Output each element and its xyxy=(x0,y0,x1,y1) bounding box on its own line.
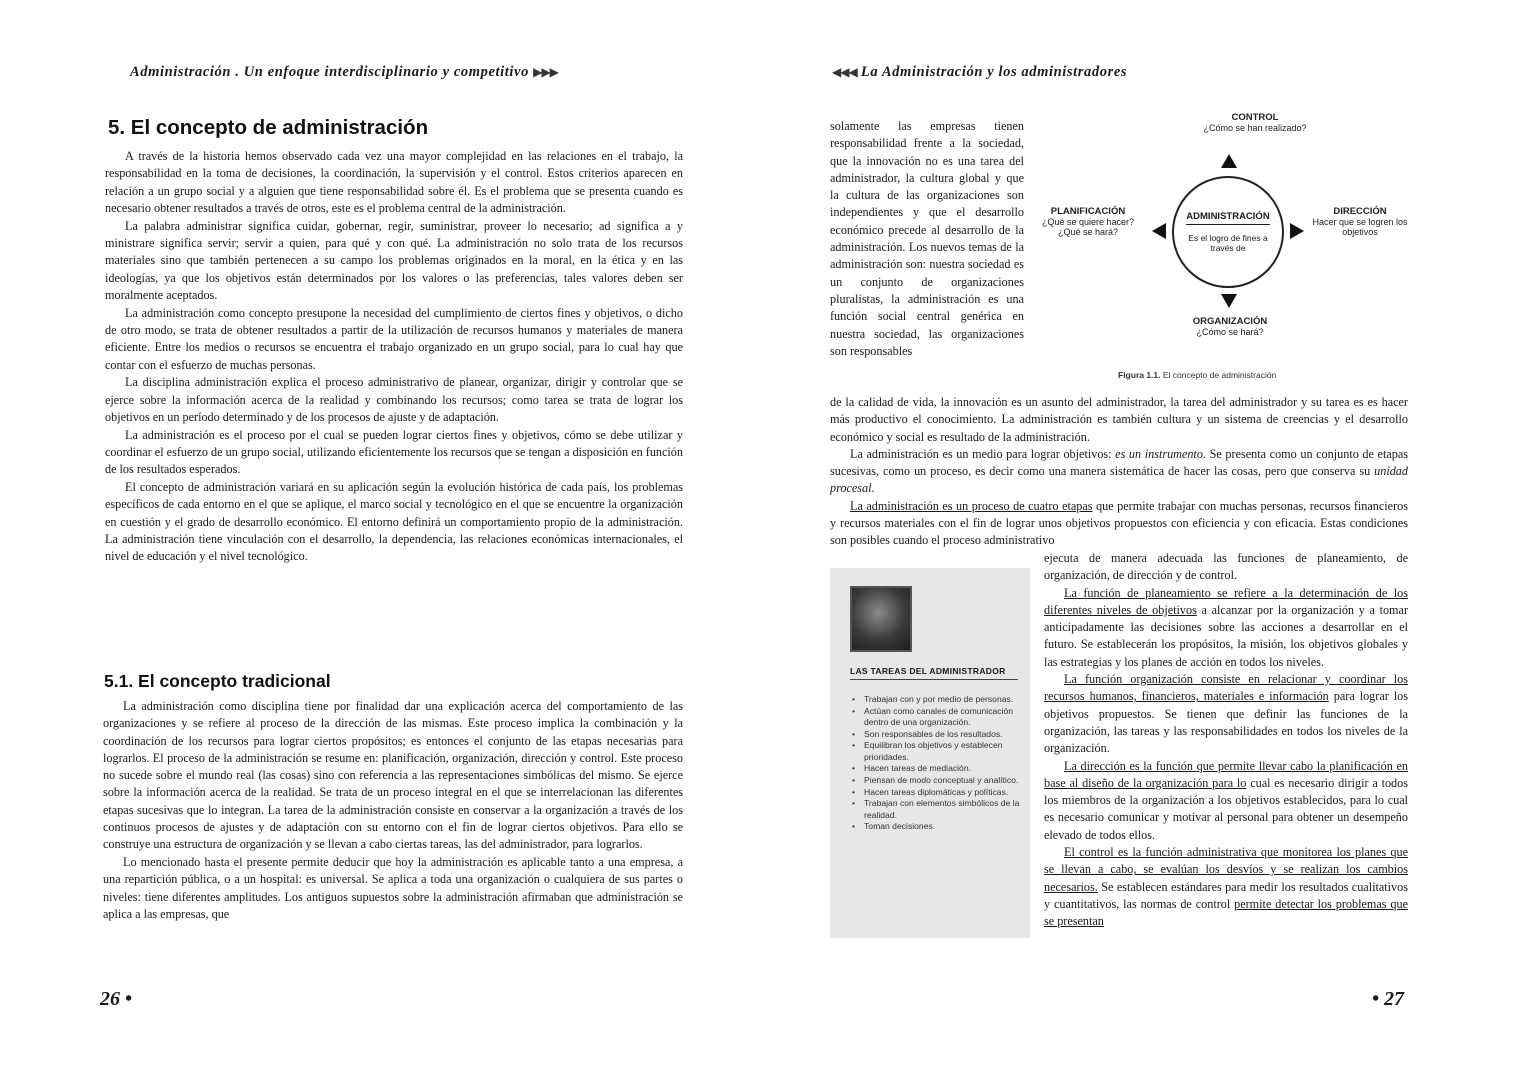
list-item: • Hacen tareas de mediación. xyxy=(850,763,1026,774)
paragraph: La administración como disciplina tiene por finalidad dar una explicación acerca del comportamiento de las organizaciones y se refiere al proceso de la dirección de las mismas. Este proceso implica la combinación y la coordinación de los recursos para lograr ciertos propósitos; es entonces el conjunto de las etapas necesarias para lograrlos. El proceso de la administración se resume en: planificación, organización, dirección y control. Este proceso no sucede sobre el mundo real (las cosas) sino con referencia a las representaciones simbólicas del mismo. Se ejerce sobre la información acerca de la realidad. Se trata de un proceso integral en el que se interrelacionan las diferentes etapas sucesivas que lo integran. La tarea de la administración consiste en conservar a la organización a través de los continuos procesos de ajustes y de adaptación con su entorno con el fin de lograr ciertos objetivos. Para ello se construye una estructura de organización y se llevan a cabo ciertas tareas, las del administrador, para lograrlos. xyxy=(103,699,683,852)
full-width-text xyxy=(830,394,1408,550)
paragraph: Lo mencionado hasta el presente permite deducir que hoy la administración es aplicable tanto a una empresa, a una repartición pública, o a un hospital: es universal. Se aplica a toda una organización o cualquiera de sus partes o niveles: tiene diferentes amplitudes. Los antiguos supuestos sobre la administración afirmaban que administración se aplica a las empresas, que xyxy=(103,855,683,922)
administrator-photo xyxy=(850,586,912,652)
figure-caption-text: El concepto de administración xyxy=(1162,370,1277,380)
text-run-underlined: La administración es un proceso de cuatro etapas xyxy=(850,498,1093,513)
figure-caption-label: Figura 1.1. xyxy=(1118,370,1161,380)
figure-planning-question-2: ¿Qué se hará? xyxy=(1057,227,1119,237)
list-item: • Piensan de modo conceptual y analítico. xyxy=(850,775,1026,786)
paragraph: El concepto de administración variará en su aplicación según la evolución histórica de cada país, los problemas específicos de cada entorno en el que se aplique, el marco social y tecnológico en el que se encuentre la organización en cuestión y el grado de desarrollo económico. El entorno definirá un comportamiento propio de la administración. La administración tiene vinculación con el desarrollo, la dependencia, las relaciones económicas internacionales, el nivel de educación y el nivel tecnológico. xyxy=(105,480,683,564)
list-item: • Equilibran los objetivos y establecen prioridades. xyxy=(850,740,1026,762)
page-number-left-text: 26 xyxy=(100,988,120,1010)
text-run: La administración es un medio para lograr objetivos: xyxy=(850,446,1116,461)
left-arrows-icon: ◀◀◀ xyxy=(832,65,857,79)
text-run: para lograr los objetivos propuestos. Se tienen que definir las funciones de la organización, las tareas y las responsabilidades en todos los niveles de la organización. xyxy=(1044,689,1408,756)
figure-organization-label xyxy=(1170,316,1290,337)
running-head-right-text: La Administración y los administradores xyxy=(860,64,1128,80)
figure-center-circle xyxy=(1172,176,1284,288)
paragraph xyxy=(1044,585,1408,671)
list-item: • Hacen tareas diplomáticas y políticas. xyxy=(850,787,1026,798)
text-run: que permite trabajar con muchas personas, recursos financieros y recursos materiales con el fin de lograr unos objetivos propuestos con eficiencia y con eficacia. Estas condiciones son posibles cuando el proceso administrativo xyxy=(830,498,1408,548)
figure-control-title: CONTROL xyxy=(1231,112,1279,123)
figure-planning-title: PLANIFICACIÓN xyxy=(1050,206,1126,217)
arrow-right-icon xyxy=(1290,223,1304,239)
text-run-underlined: La dirección es la función que permite llevar cabo la planificación en base al diseño de la organización para lo xyxy=(1044,758,1408,790)
text-run: a alcanzar por la organización y a tomar anticipadamente las decisiones sobre las acciones a desarrollar en el futuro. Se establecerán los propósitos, la misión, los objetivos globales y las estrategias y los planes de acción en todos los niveles. xyxy=(1044,602,1409,669)
paragraph: La palabra administrar significa cuidar, gobernar, regir, suministrar, proveer lo necesario; ad significa a y ministrare significa servir; servir a quien, para qué y con qué. La administración no solo trata de los recursos materiales sino que también pertenecen a su campo los problemas originados en la moral, en la ética y en las ideologías, ya que los objetivos están determinados por los valores o las preferencias, tales valores deben ser moralmente aceptados. xyxy=(105,218,683,302)
figure-direction-title: DIRECCIÓN xyxy=(1333,206,1387,217)
figure-control-label xyxy=(1190,112,1320,133)
sidebar-box-title: LAS TAREAS DEL ADMINISTRADOR xyxy=(850,666,1018,680)
text-run-italic: unidad procesal xyxy=(830,464,1408,496)
right-arrows-icon: ▶▶▶ xyxy=(533,65,558,79)
right-page xyxy=(764,0,1528,1080)
figure-planning-question-1: ¿Qué se quiere hacer? xyxy=(1041,217,1135,227)
text-run: cual es necesario dirigir a todos los miembros de la organización a los objetivos establecidos, para lo cual es necesario comunicar y motivar al personal para obtener un desempeño elevado de todos ellos. xyxy=(1044,775,1408,842)
figure-planning-label xyxy=(1032,206,1144,237)
page-number-right-text: 27 xyxy=(1384,988,1405,1010)
text-run: Se establecen estándares para medir los resultados cualitativos y cuantitativos, las normas de control xyxy=(1044,879,1408,911)
figure-organization-title: ORGANIZACIÓN xyxy=(1192,316,1268,327)
section-body xyxy=(105,148,683,566)
paragraph: La administración es el proceso por el cual se pueden lograr ciertos fines y objetivos, cómo se debe utilizar y coordinar el esfuerzo de un grupo social, utilizando eficientemente los recursos que se tengan a disposición en función de los resultados esperados. xyxy=(105,427,683,477)
text-run: . xyxy=(871,481,875,496)
text-run-underlined: permite detectar los problemas que se presentan xyxy=(1044,896,1409,929)
list-item: • Trabajan con y por medio de personas. xyxy=(850,694,1026,705)
paragraph: ejecuta de manera adecuada las funciones de planeamiento, de organización, de dirección y de control. xyxy=(1044,551,1408,583)
paragraph xyxy=(1044,671,1408,757)
figure-organization-question: ¿Cómo se hará? xyxy=(1196,327,1264,337)
running-head-left xyxy=(130,64,558,81)
subsection-body xyxy=(103,698,683,924)
sidebar-box-admin-tasks xyxy=(830,568,1030,938)
list-item: • Actúan como canales de comunicación dentro de una organización. xyxy=(850,706,1026,728)
page-number-left: 26 • xyxy=(100,988,133,1010)
list-item: • Toman decisiones. xyxy=(850,821,1026,832)
page-number-right: • 27 xyxy=(1372,988,1405,1010)
list-item: • Trabajan con elementos simbólicos de la realidad. xyxy=(850,798,1026,820)
paragraph xyxy=(1044,844,1408,930)
figure-direction-label xyxy=(1312,206,1408,237)
side-text-block xyxy=(1044,550,1408,931)
figure-caption xyxy=(1118,370,1276,380)
text-run: . Se presenta como un conjunto de etapas sucesivas, como un proceso, es decir como una manera sistemática de hacer las cosas, pero que conserva su xyxy=(830,446,1408,479)
arrow-up-icon xyxy=(1221,154,1237,168)
paragraph xyxy=(1044,758,1408,844)
paragraph: de la calidad de vida, la innovación es un asunto del administrador, la tarea del administrador y su tarea es es hacer más productivo el conocimiento. La administración es también cultura y un sistema de creencias y el desarrollo económico y social es resultado de la administración. xyxy=(830,395,1408,444)
text-run-underlined: La función organización consiste en relacionar y coordinar los recursos humanos, financieros, materiales e información xyxy=(1044,672,1408,704)
arrow-left-icon xyxy=(1152,223,1166,239)
paragraph xyxy=(830,446,1408,498)
running-head-left-text: Administración . Un enfoque interdisciplinario y competitivo xyxy=(130,64,529,80)
figure-direction-text: Hacer que se logren los objetivos xyxy=(1312,217,1408,237)
list-item: • Son responsables de los resultados. xyxy=(850,729,1026,740)
text-run-italic: es un instrumento xyxy=(1115,446,1203,461)
arrow-down-icon xyxy=(1221,294,1237,308)
figure-center-text: Es el logro de fines a través de xyxy=(1188,233,1268,253)
sidebar-box-list xyxy=(850,694,1026,833)
figure-control-question: ¿Cómo se han realizado? xyxy=(1203,123,1307,133)
subsection-title: 5.1. El concepto tradicional xyxy=(104,671,331,691)
text-run-underlined: La función de planeamiento se refiere a la determinación de los diferentes niveles de objetivos xyxy=(1044,585,1408,617)
paragraph: La disciplina administración explica el proceso administrativo de planear, organizar, dirigir y controlar que se ejerce sobre la información acerca de la realidad y combinando los recursos; como tarea se trata de lograr los objetivos en un período determinado y de los procesos de ajuste y de adaptación. xyxy=(105,375,683,424)
narrow-text-block: solamente las empresas tienen responsabilidad frente a la sociedad, que la innovación no es una tarea del administrador, la cultura global y que la cultura de las organizaciones son independientes y que el desarrollo económico precede al desarrollo de la administración. Los nuevos temas de la administración son: nuestra sociedad es un conjunto de organizaciones pluralistas, la administración es una función social central genérica en nuestra sociedad, las organizaciones son responsables xyxy=(830,119,1024,358)
figure-center-title: ADMINISTRACIÓN xyxy=(1186,211,1269,225)
section-title: 5. El concepto de administración xyxy=(108,116,429,139)
figure-admin-concept xyxy=(1040,108,1420,398)
paragraph: La administración como concepto presupone la necesidad del cumplimiento de ciertos fines y objetivos, o dicho de otro modo, se trata de obtener resultados a partir de la utilización de recursos humanos y materiales de manera eficiente. Entre los medios o recursos se encuentra el trabajo organizado en un grupo social, para lo cual hay que contar con el esfuerzo de muchas personas. xyxy=(105,305,683,372)
text-run-underlined: El control es la función administrativa que monitorea los planes que se llevan a cabo, se evalúan los desvíos y se realizan los cambios necesarios. xyxy=(1044,845,1408,894)
paragraph: A través de la historia hemos observado cada vez una mayor complejidad en las relaciones en el trabajo, la responsabilidad en la toma de decisiones, la coordinación, la supervisión y el control. Estos criterios aparecen en relación a un grupo social y a alguien que tiene responsabilidad sobre él. Es el problema que se presenta cuando es necesario obtener resultados a través de otros, este es el problema central de la administración. xyxy=(105,149,683,215)
running-head-right xyxy=(832,64,1127,81)
paragraph xyxy=(830,498,1408,550)
